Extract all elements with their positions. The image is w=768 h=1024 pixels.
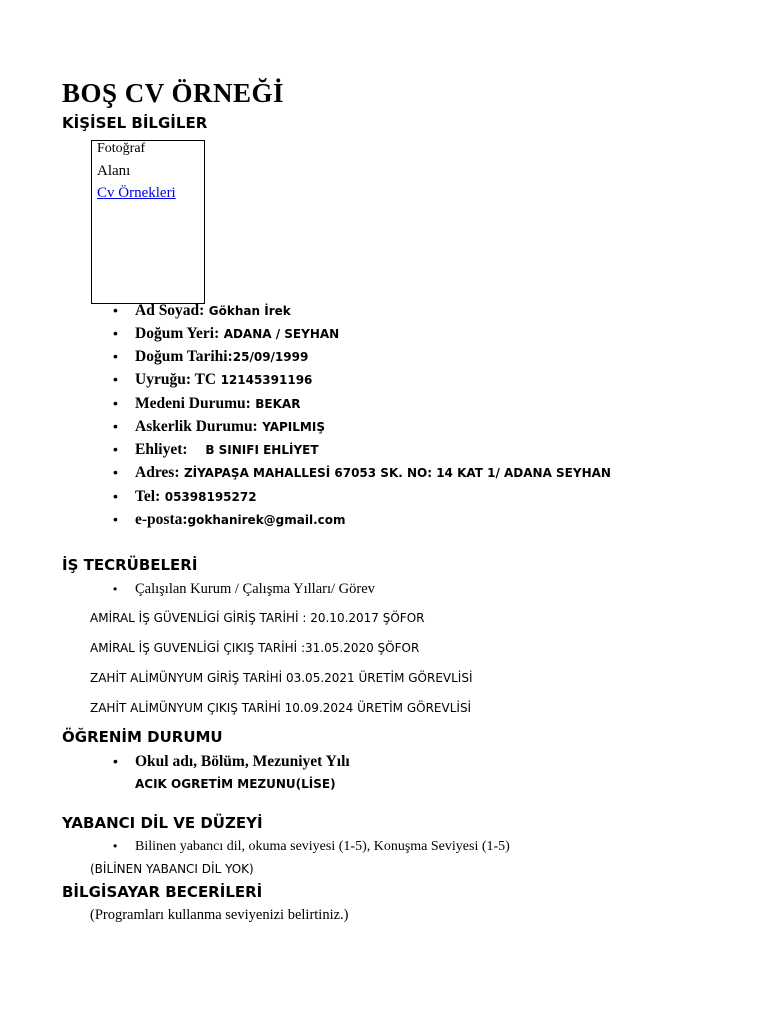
item-value: ZİYAPAŞA MAHALLESİ 67053 SK. NO: 14 KAT 1/ ADANA SEYHAN (183, 466, 611, 480)
photo-label-line2: Alanı (97, 163, 131, 179)
photo-area (91, 140, 205, 304)
languages-value: (BİLİNEN YABANCI DİL YOK) (90, 862, 254, 876)
list-item: • Uyruğu: TC 12145391196 (113, 371, 313, 388)
computer-skills-heading: BİLGİSAYAR BECERİLERİ (62, 883, 263, 901)
item-label: Ehliyet: (135, 441, 188, 458)
education-bullet: • Okul adı, Bölüm, Mezuniyet Yılı (113, 753, 350, 770)
document-title: BOŞ CV ÖRNEĞİ (62, 78, 285, 108)
languages-heading: YABANCI DİL VE DÜZEYİ (62, 814, 263, 832)
list-item: • Doğum Tarihi:25/09/1999 (113, 348, 309, 365)
item-label: Askerlik Durumu: (135, 418, 258, 435)
item-value: 12145391196 (220, 373, 313, 387)
experience-bullet: • Çalışılan Kurum / Çalışma Yılları/ Görev (113, 581, 375, 597)
list-item: • Tel: 05398195272 (113, 488, 257, 505)
experience-line: AMİRAL İŞ GUVENLİGİ ÇIKIŞ TARİHİ :31.05.2020 ŞÖFOR (90, 641, 420, 655)
item-value: 25/09/1999 (232, 350, 309, 364)
experience-heading: İŞ TECRÜBELERİ (62, 556, 198, 574)
item-label: Doğum Tarihi: (135, 348, 233, 365)
item-value: gokhanirek@gmail.com (187, 513, 346, 527)
list-item: • Doğum Yeri: ADANA / SEYHAN (113, 325, 340, 342)
experience-line: ZAHİT ALİMÜNYUM GİRİŞ TARİHİ 03.05.2021 ÜRETİM GÖREVLİSİ (90, 671, 473, 685)
item-label: Adres: (135, 464, 180, 481)
list-item: • Askerlik Durumu: YAPILMIŞ (113, 418, 325, 435)
education-heading: ÖĞRENİM DURUMU (62, 728, 223, 746)
computer-skills-value: (Programları kullanma seviyenizi belirtiniz.) (90, 907, 349, 923)
languages-bullet-text: Bilinen yabancı dil, okuma seviyesi (1-5), Konuşma Seviyesi (1-5) (135, 839, 510, 854)
experience-line: AMİRAL İŞ GÜVENLİGİ GİRİŞ TARİHİ : 20.10.2017 ŞÖFOR (90, 611, 425, 625)
item-value: B SINIFI EHLİYET (205, 443, 319, 457)
item-label: e-posta: (135, 511, 188, 528)
item-label: Medeni Durumu: (135, 395, 251, 412)
list-item: • Medeni Durumu: BEKAR (113, 395, 301, 412)
item-value: BEKAR (255, 397, 301, 411)
list-item: • e-posta:gokhanirek@gmail.com (113, 511, 346, 528)
list-item: • Ehliyet: B SINIFI EHLİYET (113, 441, 319, 458)
education-value: ACIK OGRETİM MEZUNU(LİSE) (135, 777, 336, 791)
photo-label-line1: Fotoğraf (97, 141, 146, 156)
item-value: 05398195272 (164, 490, 257, 504)
list-item: • Adres: ZİYAPAŞA MAHALLESİ 67053 SK. NO: 14 KAT 1/ ADANA SEYHAN (113, 464, 611, 481)
item-label: Doğum Yeri: (135, 325, 220, 342)
languages-bullet: • Bilinen yabancı dil, okuma seviyesi (1-5), Konuşma Seviyesi (1-5) (113, 839, 510, 854)
experience-bullet-text: Çalışılan Kurum / Çalışma Yılları/ Görev (135, 581, 375, 597)
list-item: • Ad Soyad: Gökhan İrek (113, 302, 291, 319)
personal-info-heading: KİŞİSEL BİLGİLER (62, 114, 208, 132)
item-label: Uyruğu: TC (135, 371, 217, 388)
item-value: YAPILMIŞ (262, 420, 325, 434)
item-label: Tel: (135, 488, 161, 505)
item-value: Gökhan İrek (208, 304, 291, 318)
item-label: Ad Soyad: (135, 302, 205, 319)
item-value: ADANA / SEYHAN (223, 327, 340, 341)
cv-examples-link[interactable]: Cv Örnekleri (97, 185, 176, 201)
experience-line: ZAHİT ALİMÜNYUM ÇIKIŞ TARİHİ 10.09.2024 ÜRETİM GÖREVLİSİ (90, 701, 472, 715)
education-bullet-text: Okul adı, Bölüm, Mezuniyet Yılı (135, 753, 350, 770)
